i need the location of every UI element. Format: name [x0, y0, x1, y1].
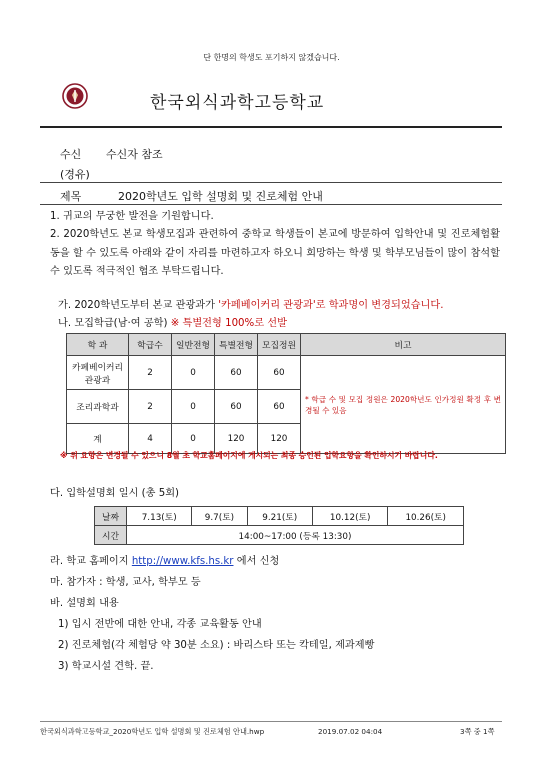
- footer-filename: 한국외식과학고등학교_2020학년도 입학 설명회 및 진로체험 안내.hwp: [40, 727, 265, 736]
- section-ga-text: 가. 2020학년도부터 본교 관광과가: [58, 300, 219, 311]
- classes-cell: 2: [129, 390, 172, 424]
- subject-label: 제목: [60, 190, 82, 203]
- special-cell: 120: [215, 424, 258, 454]
- homepage-link[interactable]: http://www.kfs.hs.kr: [131, 556, 234, 567]
- remark-cell: * 학급 수 및 모집 정원은 2020학년도 인가정원 확정 후 변경될 수 있음: [301, 356, 506, 454]
- footer-date: 2019.07.02 04:04: [318, 727, 383, 736]
- recipient-value: 수신자 참조: [106, 148, 163, 161]
- total-cell: 60: [258, 356, 301, 390]
- list-item: 1) 입시 전반에 대한 안내, 각종 교육활동 안내: [58, 619, 262, 630]
- header-remark: 비고: [301, 334, 506, 356]
- section-na-highlight: ※ 특별전형 100%로 선발: [170, 318, 287, 329]
- section-da: 다. 입학설명회 일시 (총 5회): [50, 488, 180, 499]
- paragraph-1: 1. 귀교의 무궁한 발전을 기원합니다.: [50, 211, 214, 222]
- header-classes: 학급수: [129, 334, 172, 356]
- dept-cell: [67, 356, 129, 390]
- paragraph-2: 2. 2020학년도 본교 학생모집과 관련하여 중학교 학생들이 본교에 방문하여 입학안내 및 진로체험활동을 할 수 있도록 아래와 같이 자리를 마련하고자 하오니 희망하는 학생 및 학부모님들이 많이 참석할 수 있도록 적극적인 협조 부탁드립니다.: [50, 229, 500, 278]
- quota-table: [66, 333, 506, 454]
- classes-cell: 2: [129, 356, 172, 390]
- dept-line-1: 카페베이커리: [72, 362, 123, 373]
- date-label: 날짜: [95, 507, 127, 526]
- dept-cell: 계: [67, 424, 129, 454]
- general-cell: 0: [172, 356, 215, 390]
- section-ma: 마. 참가자 : 학생, 교사, 학부모 등: [50, 577, 201, 588]
- dept-cell: 조리과학과: [67, 390, 129, 424]
- header-dept: 학 과: [67, 334, 129, 356]
- footer-divider: [40, 721, 502, 722]
- schedule-table: [94, 506, 464, 545]
- subject-divider: [40, 204, 502, 205]
- date-cell: 10.26(토): [388, 507, 464, 526]
- section-na: [58, 314, 287, 329]
- general-cell: 0: [172, 424, 215, 454]
- date-cell: 7.13(토): [127, 507, 192, 526]
- date-cell: 9.21(토): [247, 507, 312, 526]
- general-cell: 0: [172, 390, 215, 424]
- dept-line-2: 관광과: [84, 375, 111, 386]
- time-value: 14:00~17:00 (등록 13:30): [127, 526, 464, 545]
- footer-page: 3쪽 중 1쪽: [460, 727, 495, 736]
- section-ra: [50, 552, 279, 567]
- time-label: 시간: [95, 526, 127, 545]
- table-row: [67, 356, 506, 390]
- total-cell: 120: [258, 424, 301, 454]
- total-cell: 60: [258, 390, 301, 424]
- section-na-text: 나. 모집학급(남·여 공학): [58, 318, 171, 329]
- header-special: 특별전형: [215, 334, 258, 356]
- header-divider: [40, 126, 502, 128]
- school-motto: 단 한명의 학생도 포기하지 않겠습니다.: [203, 53, 340, 62]
- special-cell: 60: [215, 356, 258, 390]
- special-cell: 60: [215, 390, 258, 424]
- header-general: 일반전형: [172, 334, 215, 356]
- list-item: 3) 학교시설 견학. 끝.: [58, 661, 154, 672]
- section-ba: 바. 설명회 내용: [50, 598, 119, 609]
- section-ga: [58, 296, 443, 311]
- list-item: 2) 진로체험(각 체험당 약 30분 소요) : 바리스타 또는 칵테일, 제과제빵: [58, 640, 375, 651]
- section-ra-text: 라. 학교 홈페이지: [50, 556, 132, 567]
- schedule-time-row: [95, 526, 464, 545]
- section-ga-highlight: '카페베이커리 관광과'로 학과명이 변경되었습니다.: [218, 300, 444, 311]
- meta-divider: [40, 182, 502, 183]
- schedule-date-row: [95, 507, 464, 526]
- notice-text: ※ 위 요항은 변경될 수 있으니 8월 초 학교홈페이지에 게시되는 최종 승인된 입학요항을 확인하시기 바랍니다.: [60, 451, 438, 460]
- classes-cell: 4: [129, 424, 172, 454]
- date-cell: 9.7(토): [192, 507, 247, 526]
- subject-value: 2020학년도 입학 설명회 및 진로체험 안내: [118, 190, 323, 203]
- quota-header-row: [67, 334, 506, 356]
- date-cell: 10.12(토): [312, 507, 388, 526]
- school-name: 한국외식과학고등학교: [150, 93, 325, 113]
- via-label: (경유): [60, 168, 90, 181]
- section-ra-suffix: 에서 신청: [233, 556, 280, 567]
- recipient-label: 수신: [60, 148, 82, 161]
- header-total: 모집정원: [258, 334, 301, 356]
- school-logo-icon: [62, 83, 88, 109]
